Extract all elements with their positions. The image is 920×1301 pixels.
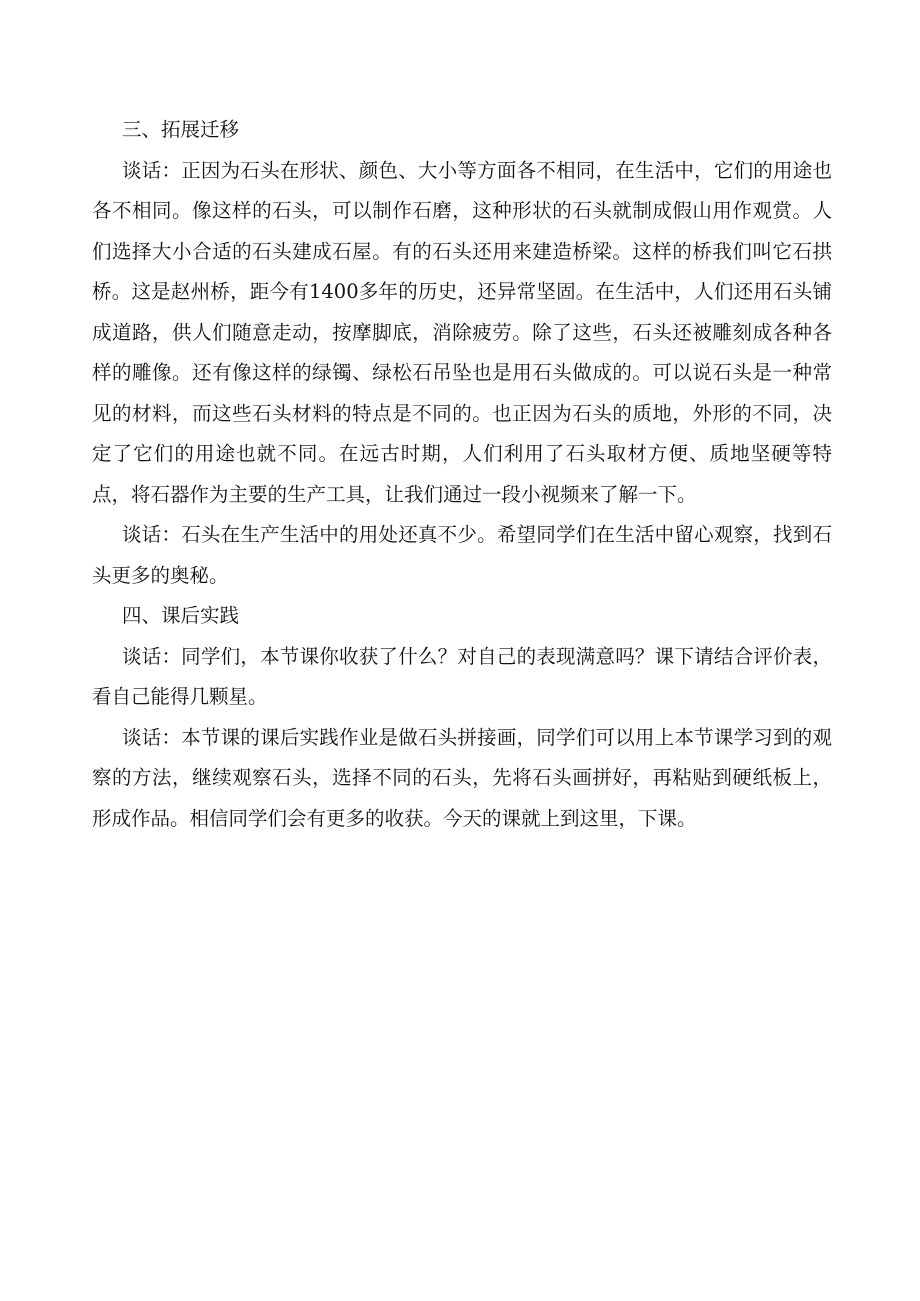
paragraph-lesson-reflection: 谈话：同学们，本节课你收获了什么？对自己的表现满意吗？课下请结合评价表，看自己能得几颗星。 [92,644,832,708]
paragraph-stone-uses: 谈话：正因为石头在形状、颜色、大小等方面各不相同，在生活中，它们的用途也各不相同。像这样的石头，可以制作石磨，这种形状的石头就制成假山用作观赏。人们选择大小合适的石头建成石屋。有的石头还用来建造桥梁。这样的桥我们叫它石拱桥。这是赵州桥，距今有1400多年的历史，还异常坚固。在生活中，人们还用石头铺成道路，供人们随意走动，按摩脚底，消除疲劳。除了这些，石头还被雕刻成各种各样的雕像。还有像这样的绿镯、绿松石吊坠也是用石头做成的。可以说石头是一种常见的材料，而这些石头材料的特点是不同的。也正因为石头的质地，外形的不同，决定了它们的用途也就不同。在远古时期，人们利用了石头取材方便、质地坚硬等特点，将石器作为主要的生产工具，让我们通过一段小视频来了解一下。 [92,158,832,506]
paragraph-homework: 谈话：本节课的课后实践作业是做石头拼接画，同学们可以用上本节课学习到的观察的方法，继续观察石头，选择不同的石头，先将石头画拼好，再粘贴到硬纸板上，形成作品。相信同学们会有更多的收获。今天的课就上到这里，下课。 [92,725,832,830]
section-heading-practice: 四、课后实践 [122,604,240,627]
section-heading-extension: 三、拓展迁移 [122,118,240,141]
paragraph-stone-observation: 谈话：石头在生产生活中的用处还真不少。希望同学们在生活中留心观察，找到石头更多的奥秘。 [92,523,832,587]
document-body [92,110,832,839]
